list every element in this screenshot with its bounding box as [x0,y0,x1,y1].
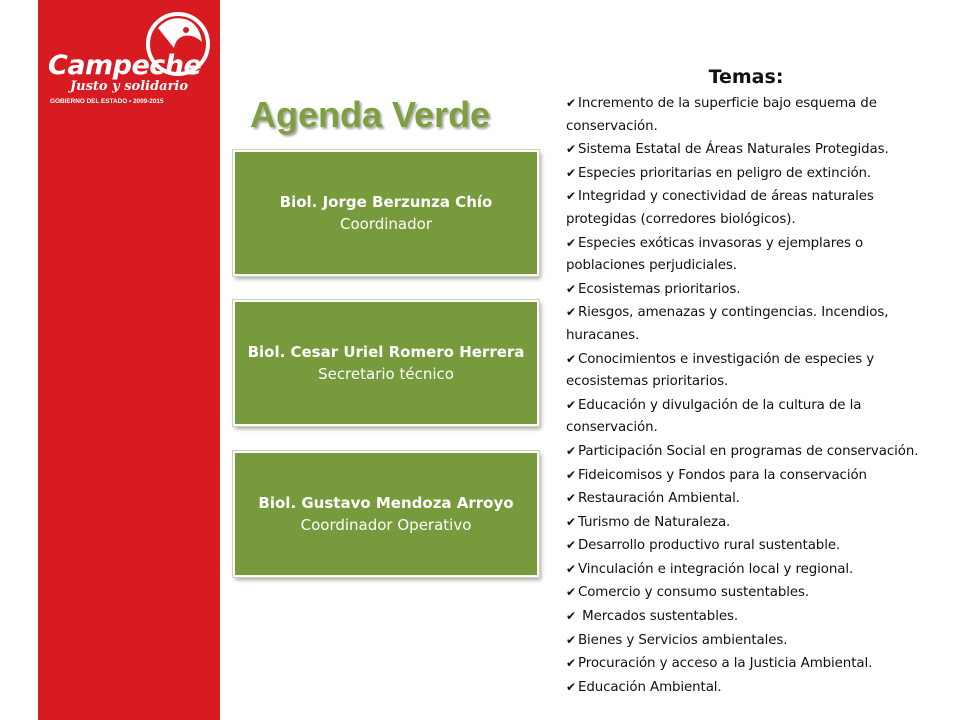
list-item-text: Desarrollo productivo rural sustentable. [577,538,841,554]
check-icon: ✔ [566,443,576,458]
list-item-text: Riesgos, amenazas y contingencias. Incendios, huracanes. [566,305,889,343]
check-icon: ✔ [566,281,576,296]
check-icon: ✔ [566,656,576,671]
list-item [566,605,946,629]
member-card-coordinator [233,150,539,276]
list-item-text: Vinculación e integración local y regional. [577,561,854,577]
list-item [566,394,946,440]
list-item [566,440,946,464]
check-icon: ✔ [566,467,576,482]
check-icon: ✔ [566,142,576,157]
list-item [566,138,946,162]
check-icon: ✔ [566,189,576,204]
list-item [566,534,946,558]
check-icon: ✔ [566,235,576,250]
check-icon: ✔ [566,305,576,320]
list-item-text: Turismo de Naturaleza. [577,514,731,530]
logo-tagline: Justo y solidario [70,79,189,94]
list-item-text: Educación y divulgación de la cultura de la conservación. [566,397,862,436]
logo-subtitle: GOBIERNO DEL ESTADO • 2009-2015 [50,98,164,105]
page-title: Agenda Verde [250,94,491,135]
list-item [566,629,946,653]
member-card-operative [233,451,539,577]
list-item-text: Bienes y Servicios ambientales. [577,632,788,648]
member-name: Biol. Gustavo Mendoza Arroyo [258,494,514,512]
sidebar-band [38,0,220,720]
list-item-text: Comercio y consumo sustentables. [577,585,810,601]
list-item-text: Educación Ambiental. [577,679,722,695]
temas-title: Temas: [708,66,784,88]
member-role: Coordinador Operativo [300,516,472,534]
list-item-text: Especies exóticas invasoras y ejemplares o poblaciones perjudiciales. [566,235,864,274]
temas-list [566,92,946,699]
list-item [566,232,946,278]
list-item-text: Incremento de la superficie bajo esquema de conservación. [566,96,877,134]
list-item-text: Procuración y acceso a la Justicia Ambiental. [577,656,873,672]
list-item [566,676,946,700]
list-item [566,162,946,186]
check-icon: ✔ [566,585,576,600]
list-item-text: Restauración Ambiental. [577,491,740,507]
list-item-text: Integridad y conectividad de áreas naturales protegidas (corredores biológicos). [566,189,874,227]
list-item-text: Sistema Estatal de Áreas Naturales Protegidas. [577,142,889,158]
list-item-text: Mercados sustentables. [577,609,738,625]
list-item [566,301,946,347]
list-item [566,558,946,582]
check-icon: ✔ [566,165,576,180]
member-role: Secretario técnico [318,365,454,383]
temas-panel [566,66,946,699]
check-icon: ✔ [566,561,576,576]
check-icon: ✔ [566,351,576,366]
check-icon: ✔ [566,491,576,506]
check-icon: ✔ [566,679,576,694]
list-item [566,581,946,605]
check-icon: ✔ [566,609,576,624]
check-icon: ✔ [566,632,576,647]
list-item [566,278,946,302]
list-item-text: Conocimientos e investigación de especies y ecosistemas prioritarios. [566,351,875,390]
check-icon: ✔ [566,96,576,110]
list-item [566,92,946,138]
list-item-text: Especies prioritarias en peligro de extinción. [577,165,872,181]
list-item-text: Fideicomisos y Fondos para la conservación [577,467,867,483]
list-item [566,464,946,488]
check-icon: ✔ [566,514,576,529]
list-item [566,185,946,231]
list-item [566,652,946,676]
list-item [566,487,946,511]
member-name: Biol. Cesar Uriel Romero Herrera [247,343,525,361]
logo-title: Campeche [48,50,202,81]
check-icon: ✔ [566,397,576,412]
list-item [566,511,946,535]
list-item-text: Participación Social en programas de conservación. [577,443,919,459]
check-icon: ✔ [566,538,576,553]
list-item-text: Ecosistemas prioritarios. [577,281,741,297]
member-name: Biol. Jorge Berzunza Chío [279,193,493,211]
list-item [566,348,946,394]
member-card-secretary [233,300,539,426]
member-role: Coordinador [340,215,432,233]
